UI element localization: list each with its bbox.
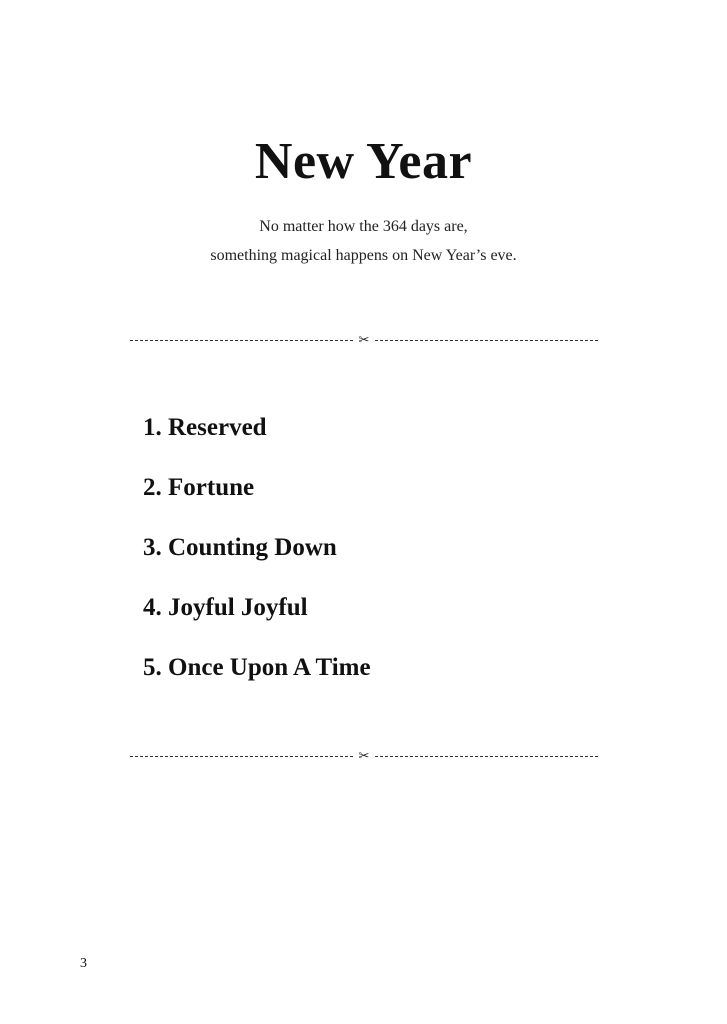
track-item: 1. Reserved bbox=[143, 414, 267, 441]
track-item: 2. Fortune bbox=[143, 474, 255, 501]
page-title: New Year bbox=[254, 133, 473, 190]
dashed-line bbox=[375, 756, 598, 757]
divider-top bbox=[130, 333, 598, 347]
dashed-line bbox=[375, 340, 598, 341]
subtitle-line-2: something magical happens on New Year’s eve. bbox=[210, 247, 517, 264]
track-item: 3. Counting Down bbox=[143, 534, 337, 561]
dashed-line bbox=[130, 340, 353, 341]
subtitle-line-1: No matter how the 364 days are, bbox=[259, 218, 468, 235]
dashed-line bbox=[130, 756, 353, 757]
divider-bottom bbox=[130, 749, 598, 763]
page-number: 3 bbox=[80, 956, 87, 971]
track-item: 5. Once Upon A Time bbox=[143, 654, 371, 681]
track-item: 4. Joyful Joyful bbox=[143, 594, 308, 621]
scissors-icon: ✂ bbox=[358, 332, 370, 347]
scissors-icon: ✂ bbox=[358, 748, 370, 763]
